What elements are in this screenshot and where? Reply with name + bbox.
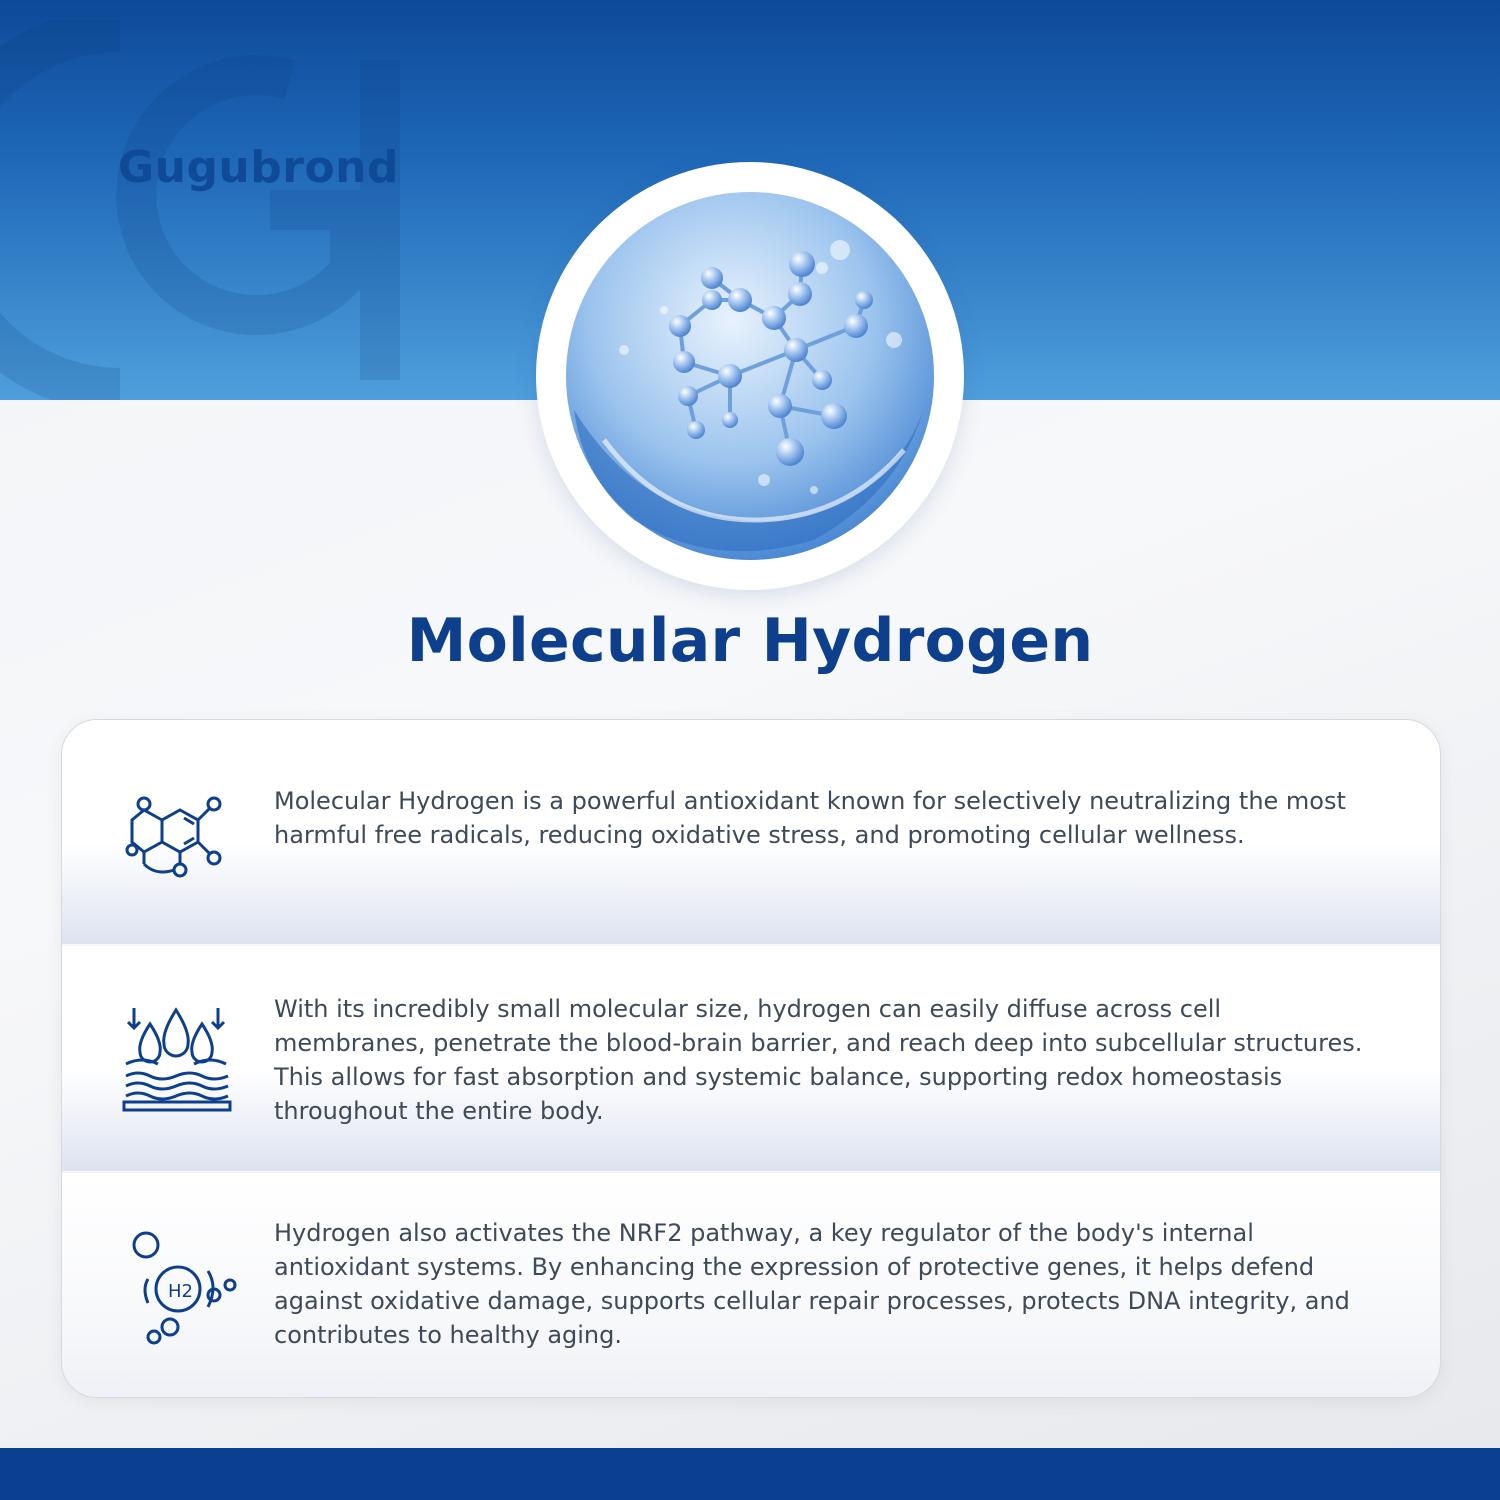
page-title: Molecular Hydrogen xyxy=(406,606,1094,676)
brand-watermark-logo xyxy=(0,20,410,400)
feature-panel xyxy=(61,719,1441,1398)
feature-row-nrf2 xyxy=(62,1173,1440,1397)
feature-row-absorption xyxy=(62,946,1440,1171)
footer-bar xyxy=(0,1448,1500,1500)
h2-molecule-icon xyxy=(122,1231,238,1347)
molecule-bubble-image xyxy=(536,162,964,590)
molecule-structure-icon xyxy=(122,772,238,888)
feature-text-antioxidant: Molecular Hydrogen is a powerful antioxidant known for selectively neutralizing the most harmful free radicals, reducing oxidative stress, and promoting cellular wellness. xyxy=(274,787,1346,849)
absorption-droplets-icon xyxy=(122,1002,238,1118)
feature-text-absorption: With its incredibly small molecular size, hydrogen can easily diffuse across cell membranes, penetrate the blood-brain barrier, and reach deep into subcellular structures. This allows for fast absorption and systemic balance, supporting redox homeostasis throughout the entire body. xyxy=(274,995,1363,1125)
brand-logo-text: Gugubrond xyxy=(118,142,400,193)
h2-label: H2 xyxy=(168,1281,193,1302)
molecule-illustration xyxy=(564,190,936,562)
feature-text-nrf2: Hydrogen also activates the NRF2 pathway, a key regulator of the body's internal antioxidant systems. By enhancing the expression of protective genes, it helps defend against oxidative damage, supports cellular repair processes, protects DNA integrity, and contributes to healthy aging. xyxy=(274,1219,1350,1349)
feature-row-antioxidant xyxy=(62,720,1440,944)
